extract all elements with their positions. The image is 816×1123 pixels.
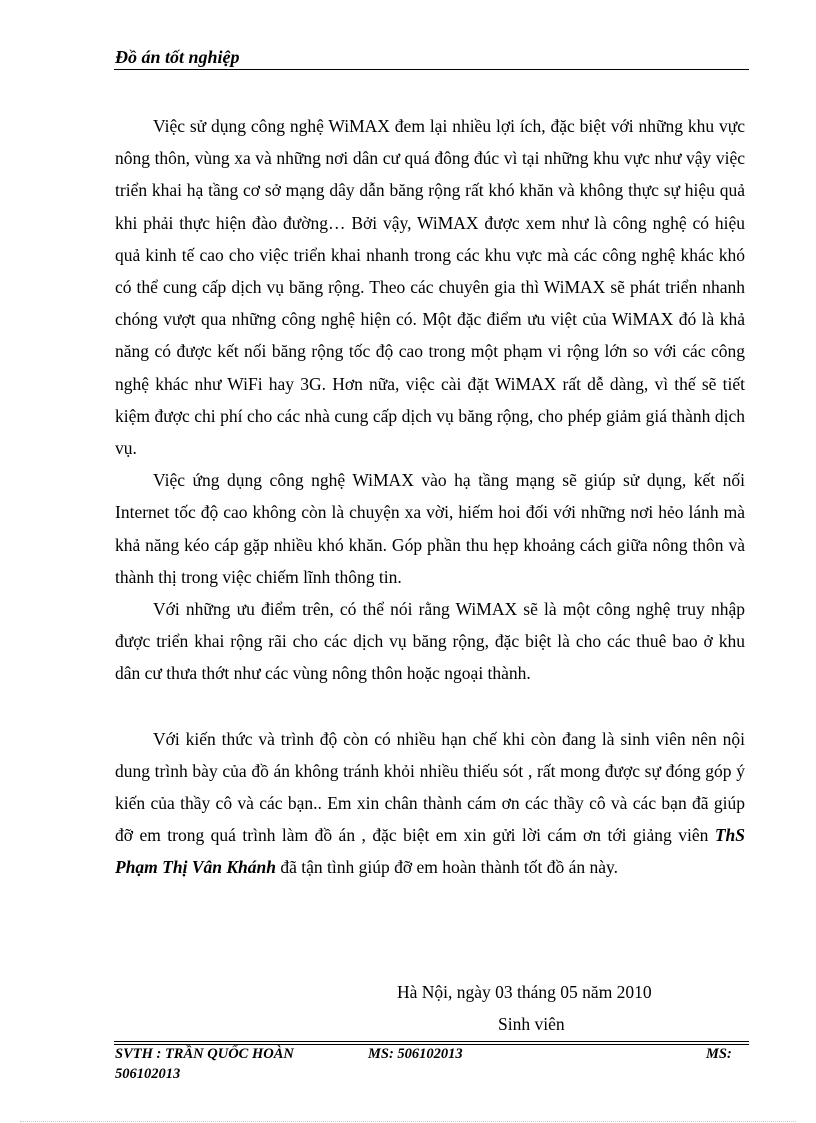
header-divider — [114, 69, 749, 70]
footer-student-id: MS: 506102013 — [368, 1046, 463, 1062]
document-body — [115, 110, 745, 884]
footer-divider-top — [114, 1041, 749, 1042]
footer-id-code: 506102013 — [115, 1066, 181, 1082]
page-header-title: Đồ án tốt nghiệp — [115, 47, 240, 67]
page-bottom-edge — [20, 1121, 796, 1122]
footer-id-label: MS: — [706, 1046, 732, 1062]
signature-role: Sinh viên — [498, 1014, 565, 1034]
paragraph-wimax-application: Việc ứng dụng công nghệ WiMAX vào hạ tầng mạng sẽ giúp sử dụng, kết nối Internet tốc độ cao không còn là chuyện xa vời, hiếm hoi đối với những nơi hẻo lánh mà khả năng kéo cáp gặp nhiều khó khăn. Góp phần thu hẹp khoảng cách giữa nông thôn và thành thị trong việc chiếm lĩnh thông tin. — [115, 470, 745, 587]
acknowledgement-text-start: Với kiến thức và trình độ còn có nhiều hạn chế khi còn đang là sinh viên nên nội dung trình bày của đồ án không tránh khỏi nhiều thiếu sót , rất mong được sự đóng góp ý kiến của thầy cô và các bạn.. Em xin chân thành cám ơn các thầy cô và các bạn đã giúp đỡ em trong quá trình làm đồ án , đặc biệt em xin gửi lời cám ơn tới giảng viên — [115, 728, 745, 846]
acknowledgement-text-end: đã tận tình giúp đỡ em hoàn thành tốt đồ án này. — [275, 857, 618, 878]
paragraph-spacer — [115, 690, 745, 723]
footer-divider-bottom — [114, 1044, 749, 1045]
paragraph-acknowledgement — [115, 723, 745, 884]
paragraph-wimax-benefits: Việc sử dụng công nghệ WiMAX đem lại nhiều lợi ích, đặc biệt với những khu vực nông thôn, vùng xa và những nơi dân cư quá đông đúc vì tại những khu vực như vậy việc triển khai hạ tầng cơ sở mạng dây dẫn băng rộng rất khó khăn và không thực sự hiệu quả khi phải thực hiện đào đường… Bởi vậy, WiMAX được xem như là công nghệ có hiệu quả kinh tế cao cho việc triển khai nhanh trong các khu vực mà các công nghệ khác khó có thể cung cấp dịch vụ băng rộng. Theo các chuyên gia thì WiMAX sẽ phát triển nhanh chóng vượt qua những công nghệ hiện có. Một đặc điểm ưu việt của WiMAX đó là khả năng có được kết nối băng rộng tốc độ cao trong một phạm vi rộng lớn so với các công nghệ khác như WiFi hay 3G. Hơn nữa, việc cài đặt WiMAX rất dễ dàng, vì thế sẽ tiết kiệm được chi phí cho các nhà cung cấp dịch vụ băng rộng, cho phép giảm giá thành dịch vụ. — [115, 116, 745, 459]
footer-student-name: SVTH : TRẦN QUỐC HOÀN — [115, 1046, 294, 1062]
signature-date: Hà Nội, ngày 03 tháng 05 năm 2010 — [397, 982, 652, 1002]
paragraph-wimax-conclusion: Với những ưu điểm trên, có thể nói rằng WiMAX sẽ là một công nghệ truy nhập được triển khai rộng rãi cho các dịch vụ băng rộng, đặc biệt là cho các thuê bao ở khu dân cư thưa thớt như các vùng nông thôn hoặc ngoại thành. — [115, 599, 745, 684]
advisor-name: ThS Phạm Thị Vân Khánh — [115, 825, 745, 878]
